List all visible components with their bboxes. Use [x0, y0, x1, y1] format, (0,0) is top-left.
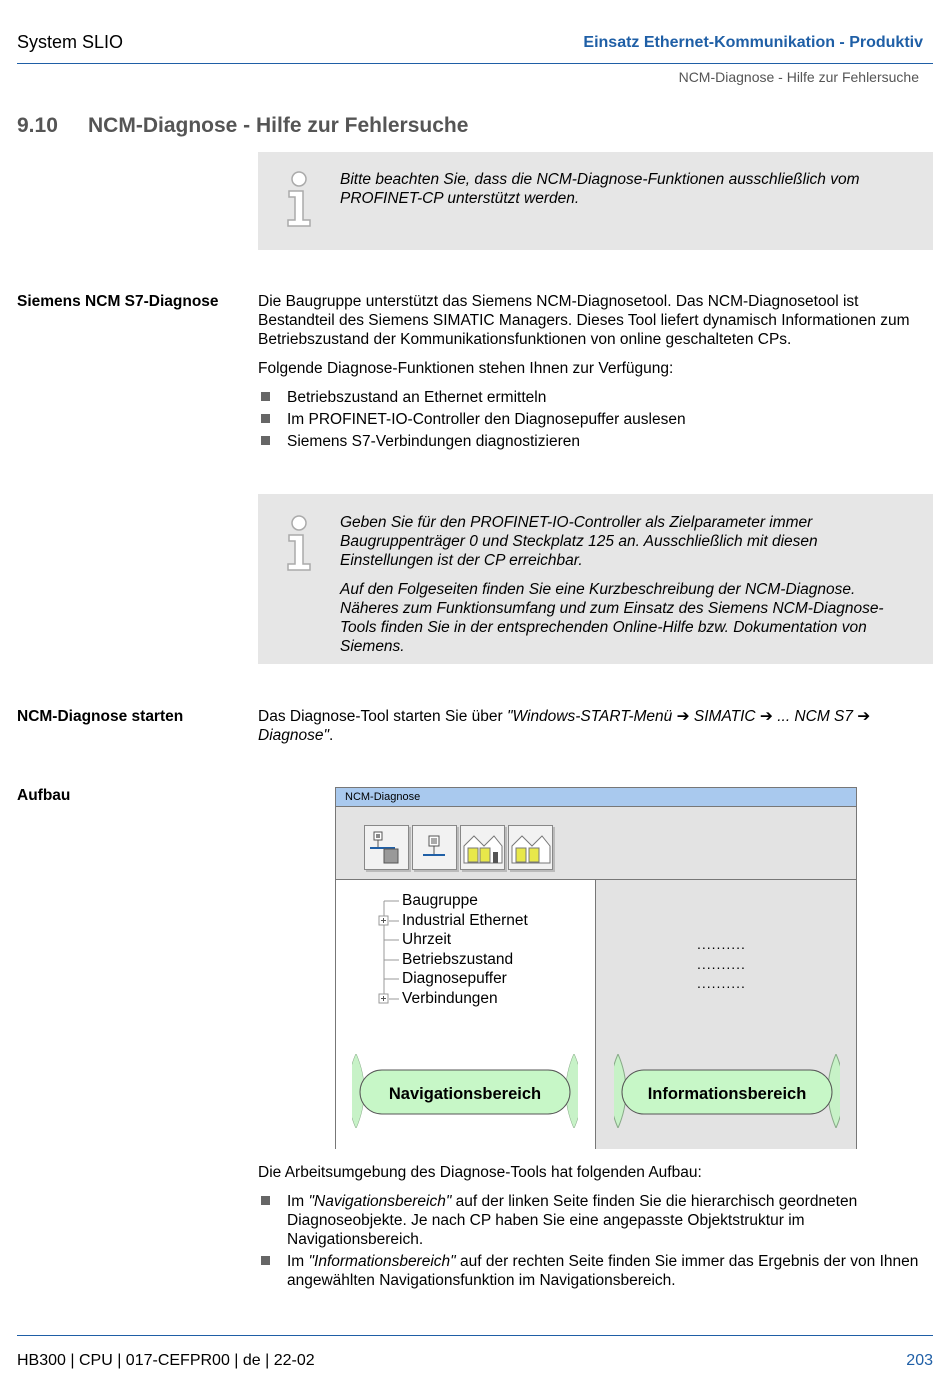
- network-icon: [413, 826, 456, 869]
- ncm-diagnose-window: [335, 787, 857, 1149]
- header-section: NCM-Diagnose - Hilfe zur Fehlersuche: [678, 69, 919, 85]
- paragraph: Die Arbeitsumgebung des Diagnose-Tools hat folgenden Aufbau:: [258, 1164, 702, 1181]
- info-placeholder: .......... .......... ..........: [697, 936, 746, 991]
- paragraph: Folgende Diagnose-Funktionen stehen Ihnen zur Verfügung:: [258, 360, 674, 377]
- tree-item[interactable]: Industrial Ethernet: [402, 911, 528, 929]
- tree-lines: [377, 891, 401, 1011]
- toolbar-button-connections[interactable]: [508, 825, 553, 870]
- info-icon: [284, 514, 314, 572]
- navigation-area-label: Navigationsbereich: [388, 1085, 542, 1103]
- toolbar-button-station[interactable]: [460, 825, 505, 870]
- list-item: Im PROFINET-IO-Controller den Diagnosepuffer auslesen: [258, 410, 928, 429]
- station-icon: [461, 826, 504, 869]
- tree-item[interactable]: Betriebszustand: [402, 950, 514, 968]
- section-3-body: [258, 1163, 928, 1293]
- tree-item[interactable]: Verbindungen: [402, 989, 498, 1007]
- page-number: 203: [906, 1352, 933, 1369]
- navigation-area: [336, 879, 596, 1149]
- info-note-1: [258, 152, 933, 250]
- header-rule: [17, 63, 933, 64]
- module-icon: [365, 826, 408, 869]
- function-list: [258, 388, 928, 451]
- list-item: Betriebszustand an Ethernet ermitteln: [258, 388, 928, 407]
- footer-rule: [17, 1335, 933, 1336]
- area-list: [258, 1192, 928, 1290]
- window-title: NCM-Diagnose: [336, 788, 856, 807]
- list-item: Im "Informationsbereich" auf der rechten Seite finden Sie immer das Ergebnis der von Ihnen angewählten Navigationsfunktion im Navigationsbereich.: [258, 1252, 928, 1290]
- note-2-text: Geben Sie für den PROFINET-IO-Controller als Zielparameter immer Baugruppenträger 0 und Steckplatz 125 an. Ausschließlich mit diesen Einstellungen ist der CP erreichbar. Auf den Folgeseiten finden Sie eine Kurzbeschreibung der NCM-Diagnose. Näheres zum Funktionsumfang und zum Einsatz des Siemens NCM-Diagnose-Tools finden Sie in der entsprechenden Online-Hilfe bzw. Dokumentation von Siemens.: [340, 514, 884, 655]
- menu-path: "Windows-START-Menü ➔ SIMATIC ➔ ... NCM S7 ➔ Diagnose": [258, 708, 871, 744]
- list-item: Im "Navigationsbereich" auf der linken Seite finden Sie die hierarchisch geordneten Diagnoseobjekte. Je nach CP haben Sie eine angepasste Objektstruktur im Navigationsbereich.: [258, 1192, 928, 1249]
- info-note-2: [258, 494, 933, 664]
- header-product: System SLIO: [17, 32, 124, 52]
- header-chapter: Einsatz Ethernet-Kommunikation - Produktiv: [583, 34, 923, 51]
- side-label-ncm-s7: Siemens NCM S7-Diagnose: [17, 293, 219, 310]
- toolbar-button-network[interactable]: [412, 825, 457, 870]
- information-area-label: Informationsbereich: [647, 1085, 807, 1103]
- section-title: NCM-Diagnose - Hilfe zur Fehlersuche: [88, 114, 469, 137]
- tree-item[interactable]: Baugruppe: [402, 892, 478, 909]
- note-1-text: Bitte beachten Sie, dass die NCM-Diagnose-Funktionen ausschließlich vom PROFINET-CP unterstützt werden.: [340, 171, 860, 207]
- information-area: [596, 879, 856, 1149]
- toolbar-button-module[interactable]: [364, 825, 409, 870]
- tree-item[interactable]: Diagnosepuffer: [402, 970, 507, 988]
- side-label-start: NCM-Diagnose starten: [17, 708, 184, 725]
- section-1-body: [258, 292, 928, 454]
- list-item: Siemens S7-Verbindungen diagnostizieren: [258, 432, 928, 451]
- diagnose-tree: [402, 891, 528, 1009]
- connections-icon: [509, 826, 552, 869]
- tree-item[interactable]: Uhrzeit: [402, 931, 452, 949]
- section-number: 9.10: [17, 114, 58, 137]
- section-2-body: Das Diagnose-Tool starten Sie über "Windows-START-Menü ➔ SIMATIC ➔ ... NCM S7 ➔ Diagnose".: [258, 708, 871, 744]
- side-label-aufbau: Aufbau: [17, 787, 71, 804]
- paragraph: Die Baugruppe unterstützt das Siemens NCM-Diagnosetool. Das NCM-Diagnosetool ist Bestandteil des Siemens SIMATIC Managers. Dieses Tool liefert dynamisch Informationen zum Betriebszustand der Kommunikationsfunktionen von online geschalteten CPs.: [258, 293, 910, 348]
- footer-doc-id: HB300 | CPU | 017-CEFPR00 | de | 22-02: [17, 1352, 315, 1369]
- info-icon: [284, 170, 314, 228]
